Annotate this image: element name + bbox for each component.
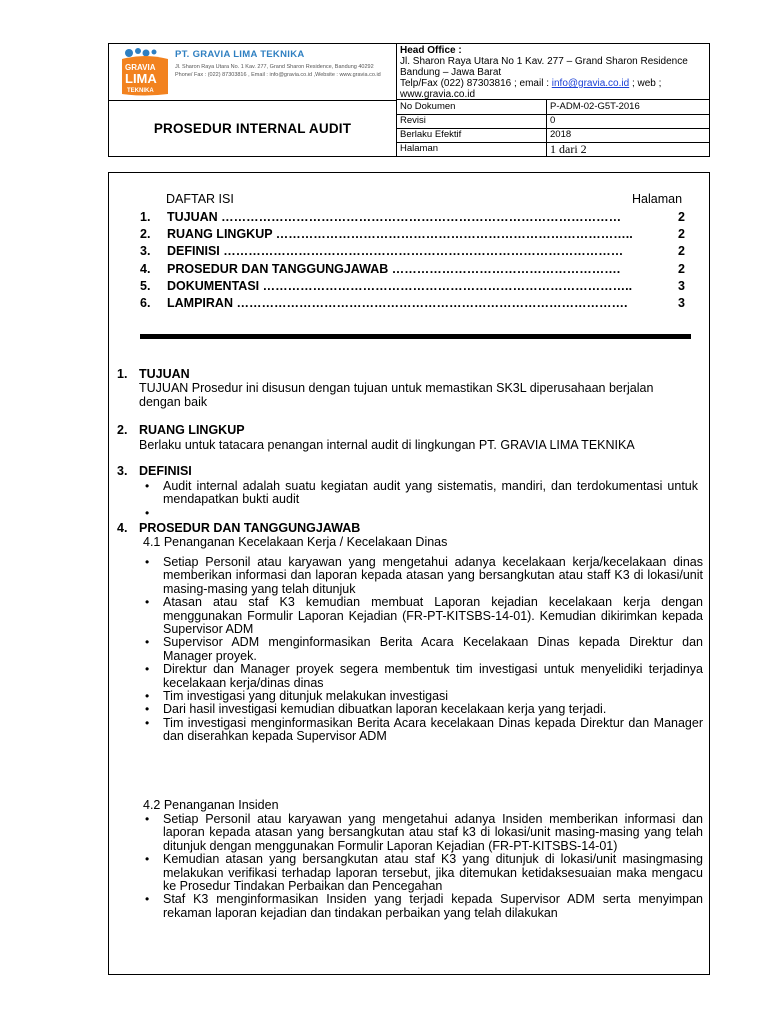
list-item: • Supervisor ADM menginformasikan Berita Acara Kecelakaan Dinas kepada Direktur dan Manager proyek. [143,636,703,663]
website-text: www.gravia.co.id [400,89,476,100]
logo-text-teknika: TEKNIKA [127,88,154,94]
definisi-list [143,480,698,520]
list-item [143,507,698,520]
meta-key: Berlaku Efektif [400,129,462,140]
toc-item-page: 2 [678,262,685,276]
list-item: • Tim investigasi yang ditunjuk melakukan investigasi [143,690,703,703]
section-divider [140,334,691,339]
section-number: 2. [117,423,128,437]
head-office-line-2: Bandung – Jawa Barat [400,67,502,78]
toc-item-label: DEFINISI …………………………………………………………………………………… [167,244,624,258]
section-number: 4. [117,521,128,535]
section-heading-definisi [117,464,192,478]
company-address [175,63,393,79]
email-link[interactable]: info@gravia.co.id [551,78,630,89]
list-item: • Staf K3 menginformasikan Insiden yang terjadi kepada Supervisor ADM serta menyimpan rekaman laporan kejadian dan tindakan perbaikan yang telah dilakukan [143,893,703,920]
meta-value: P-ADM-02-G5T-2016 [550,101,640,112]
head-office-line-1: Jl. Sharon Raya Utara No 1 Kav. 277 – Grand Sharon Residence [400,56,688,67]
list-item: • Atasan atau staf K3 kemudian membuat Laporan kejadian kecelakaan kerja dengan menggunakan Formulir Laporan Kejadian (FR-PT-KITSBS-14-01). Kemudian dikirimkan kepada Supervisor ADM [143,596,703,636]
toc-item-page: 2 [678,210,685,224]
toc-item-page: 3 [678,279,685,293]
toc-item[interactable] [140,244,690,261]
document-title: PROSEDUR INTERNAL AUDIT [153,121,352,136]
company-address-line-1: Jl. Sharon Raya Utara No. 1 Kav. 277, Grand Sharon Residence, Bandung 40292 [175,64,374,70]
toc-item-label: TUJUAN …………………………………………………………………………………… [167,210,622,224]
toc-item-page: 2 [678,244,685,258]
meta-value: 2018 [550,129,572,140]
head-office-label: Head Office : [400,45,462,56]
list-item: • Setiap Personil atau karyawan yang mengetahui adanya kecelakaan kerja/kecelakaan dinas memberikan informasi dan laporan kepada atasan yang bersangkutan atau staff K3 di lokasi/unit masing-masing yang telah ditunjuk [143,556,703,596]
section-title: TUJUAN [139,367,190,381]
toc-item[interactable] [140,296,690,313]
section-number: 3. [117,464,128,478]
subsection-heading-insiden: 4.2 Penanganan Insiden [143,798,279,812]
meta-row-no-dokumen [396,100,709,115]
web-prefix: ; web ; [629,78,662,89]
section-number: 1. [117,367,128,381]
list-item: • Audit internal adalah suatu kegiatan audit yang sistematis, mandiri, dan terdokumentasi untuk mendapatkan bukti audit [143,480,698,507]
toc-item-label: RUANG LINGKUP ………………………………………………………………………….. [167,227,633,241]
meta-value: 1 dari 2 [550,142,587,156]
company-logo-icon [119,47,171,97]
list-item: • Setiap Personil atau karyawan yang mengetahui adanya Insiden memberikan informasi dan laporan kepada atasan yang bersangkutan atau staf k3 di lokasi/unit masing-masing yang telah ditunjuk dengan menggunakan Formulir Laporan Kejadian (FR-PT-KITSBS-14-01) [143,813,703,853]
logo-text-lima: LIMA [125,71,157,86]
toc-item[interactable] [140,227,690,244]
tujuan-text-line-1: TUJUAN Prosedur ini disusun dengan tujuan untuk memastikan SK3L diperusahaan berjalan [139,381,654,395]
list-item: • Kemudian atasan yang bersangkutan atau staf K3 yang ditunjuk di lokasi/unit masingmasing melakukan verifikasi terhadap laporan tersebut, jika ditemukan ketidaksesuaian maka mengacu ke Prosedur Tindakan Perbaikan dan Pencegahan [143,853,703,893]
meta-key: No Dokumen [400,101,456,112]
insiden-list [143,813,703,920]
meta-row-revisi [396,114,709,129]
toc-item-number: 3. [140,244,151,258]
company-block [109,44,396,101]
telp-prefix: Telp/Fax (022) 87303816 ; email : [400,78,552,89]
section-heading-ruang-lingkup [117,423,245,437]
list-item: • Tim investigasi menginformasikan Berita Acara kecelakaan Dinas kepada Direktur dan Manager dan diserahkan kepada Supervisor ADM [143,717,703,744]
company-address-line-2: Phone/ Fax : (022) 87303816 , Email : info@gravia.co.id ,Website : www.gravia.co.id [175,72,381,78]
toc-item-label: DOKUMENTASI …………………………………………………………………………….. [167,279,633,293]
meta-row-berlaku-efektif [396,128,709,143]
section-title: DEFINISI [139,464,192,478]
toc-item-page: 3 [678,296,685,310]
company-name: PT. GRAVIA LIMA TEKNIKA [175,49,305,60]
toc-page-header: Halaman [632,192,683,206]
toc-item-label: PROSEDUR DAN TANGGUNGJAWAB ………………………………………………. [167,262,621,276]
toc-title: DAFTAR ISI [166,192,234,206]
list-item: • Dari hasil investigasi kemudian dibuatkan laporan kecelakaan kerja yang terjadi. [143,703,703,716]
head-office-block [396,44,709,100]
toc-item-label: LAMPIRAN …………………………………………………………………………………. [167,296,628,310]
section-heading-prosedur [117,521,360,535]
toc-item-number: 5. [140,279,151,293]
section-title: PROSEDUR DAN TANGGUNGJAWAB [139,521,361,535]
meta-value: 0 [550,115,556,126]
toc-item-page: 2 [678,227,685,241]
meta-key: Revisi [400,115,426,126]
toc-item[interactable] [140,279,690,296]
toc-item-number: 4. [140,262,151,276]
tujuan-text-line-2: dengan baik [139,395,208,409]
toc-item[interactable] [140,262,690,279]
tujuan-text [139,381,653,409]
toc-item[interactable] [140,210,690,227]
section-title: RUANG LINGKUP [139,423,245,437]
header-right-column [396,44,709,156]
toc-item-number: 2. [140,227,151,241]
meta-row-halaman [396,142,709,156]
kecelakaan-list [143,556,703,744]
section-heading-tujuan [117,367,190,381]
toc-item-number: 1. [140,210,151,224]
list-item: • Direktur dan Manager proyek segera membentuk tim investigasi untuk menyelidiki terjadinya kecelakaan kerja/dinas dinas [143,663,703,690]
ruang-lingkup-text: Berlaku untuk tatacara penangan internal audit di lingkungan PT. GRAVIA LIMA TEKNIKA [139,438,635,452]
toc-item-number: 6. [140,296,151,310]
header-left-column [109,44,397,156]
meta-key: Halaman [400,143,439,154]
logo-text-gravia: GRAVIA [125,63,156,72]
document-header-table [108,43,710,157]
subsection-heading-kecelakaan: 4.1 Penanganan Kecelakaan Kerja / Kecelakaan Dinas [143,535,448,549]
